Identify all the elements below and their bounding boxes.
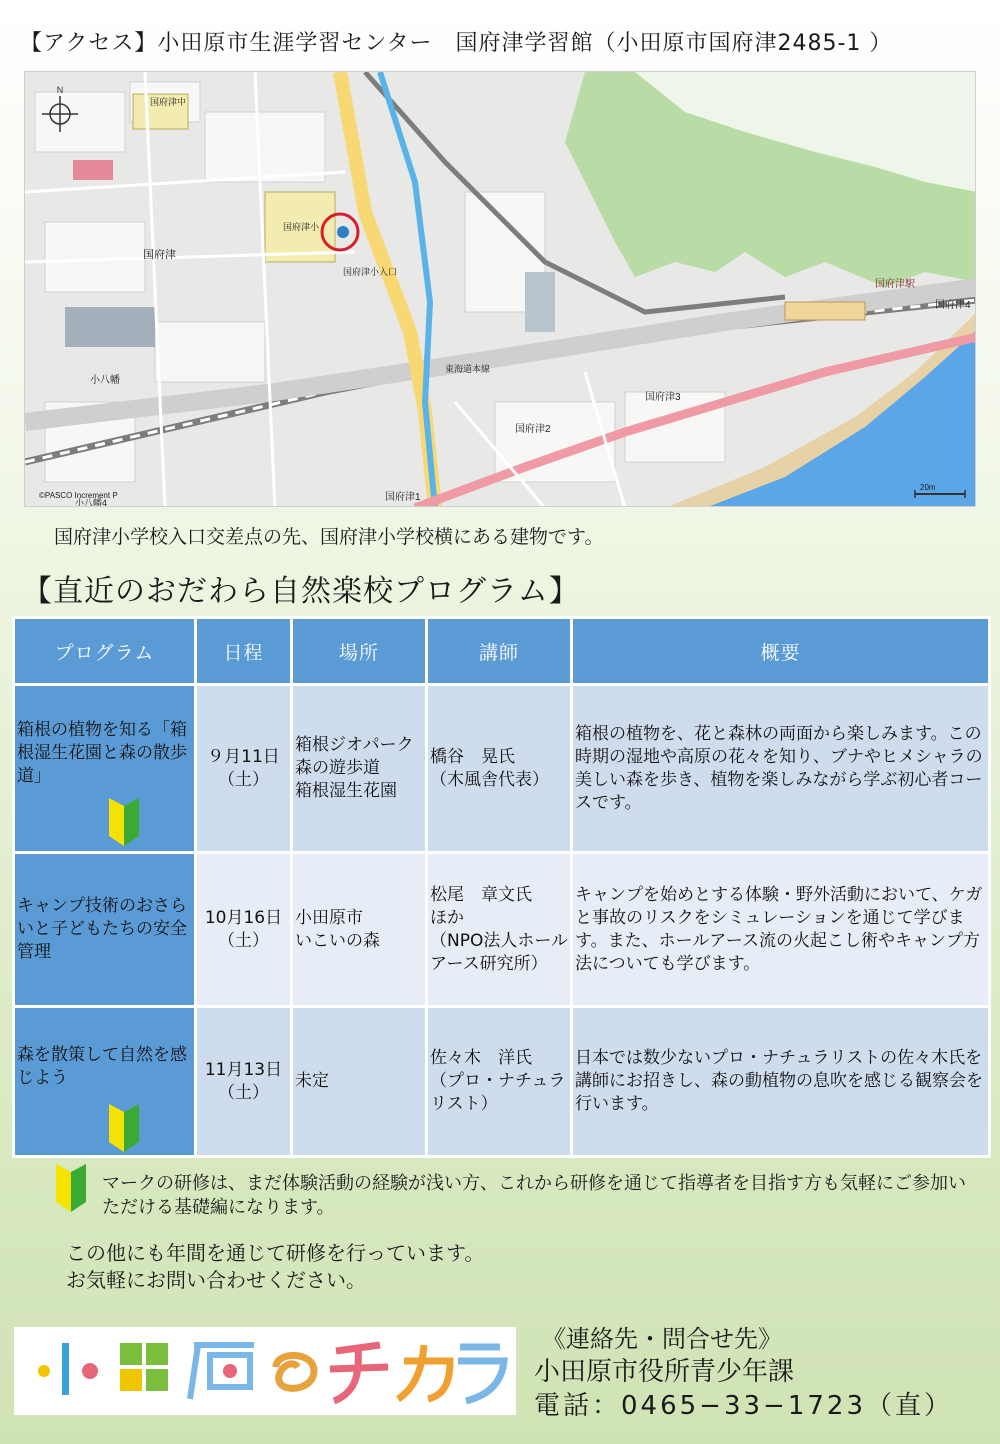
program-name-cell [14,853,196,1007]
map-caption: 国府津小学校入口交差点の先、国府津小学校横にある建物です。 [54,526,604,548]
program-section-title: 【直近のおだわら自然楽校プログラム】 [22,574,580,609]
contact-heading: 《連絡先・問合せ先》 [542,1325,782,1353]
map-label-kozu-elem: 国府津小 [283,222,320,232]
other-info-line1: この他にも年間を通じて研修を行っています。 [66,1241,485,1265]
table-row [14,853,990,1007]
table-row [14,1007,990,1157]
map-label-kozu: 国府津 [143,249,176,261]
map-label-kozu-4: 国府津4 [935,300,971,311]
program-date: ９月11日 （土） [196,685,292,853]
map-label-kozu-station: 国府津駅 [875,279,915,290]
program-name-cell [14,1007,196,1157]
header-summary: 概要 [572,618,990,685]
contact-office: 小田原市役所青少年課 [534,1357,795,1387]
program-name: キャンプ技術のおさらいと子どもたちの安全管理 [17,896,187,962]
contact-tel: 電話：0465−33−1723（直） [534,1391,953,1421]
map-label-kozu-jhs: 国府津中 [150,97,187,107]
program-summary: 日本では数少ないプロ・ナチュラリストの佐々木氏を講師にお招きし、森の動植物の息吹を感じる観察会を行います。 [572,1007,990,1157]
program-date: 10月16日 （土） [196,853,292,1007]
program-summary: キャンプを始めとする体験・野外活動において、ケガと事故のリスクをシミュレーションを通じて学びます。また、ホールアース流の火起こし術やキャンプ方法についても学びます。 [572,853,990,1007]
contact-block [534,1323,953,1423]
other-info-line2: お気軽にお問い合わせください。 [66,1268,366,1292]
header-program: プログラム [14,618,196,685]
map-label-copyright: ©PASCO Increment P [39,491,118,500]
program-place: 箱根ジオパーク 森の遊歩道 箱根湿生花園 [292,685,427,853]
access-title: 【アクセス】小田原市生涯学習センター 国府津学習館（小田原市国府津2485-1 ） [20,31,893,56]
header-place: 場所 [292,618,427,685]
map-label-kozu-3: 国府津3 [645,392,681,403]
beginner-note-text: マークの研修は、まだ体験活動の経験が浅い方、これから研修を通じて指導者を目指す方も気軽にご参加いただける基礎編になります。 [102,1173,966,1218]
program-lecturer: 松尾 章文氏 ほか （NPO法人ホールアース研究所） [427,853,572,1007]
program-place: 未定 [292,1007,427,1157]
program-lecturer: 橋谷 晃氏 （木風舎代表） [427,685,572,853]
map-label-kohachiman: 小八幡 [90,375,120,386]
program-name-cell [14,685,196,853]
map-label-elem-entrance: 国府津小入口 [343,267,398,277]
beginner-mark-icon [107,1102,141,1154]
program-summary: 箱根の植物を、花と森林の両面から楽しみます。この時期の湿地や高原の花々を知り、ブナやヒメシャラの美しい森を歩き、植物を楽しみながら学ぶ初心者コースです。 [572,685,990,853]
header-date: 日程 [196,618,292,685]
map-label-kozu-1: 国府津1 [385,492,421,503]
map-label-scale: 20m [920,483,936,492]
program-table [12,616,991,1158]
table-header-row [14,618,990,685]
beginner-mark-icon [107,796,141,848]
table-row [14,685,990,853]
svg-text:N: N [56,85,64,95]
other-info [66,1240,484,1294]
map-label-kozu-2: 国府津2 [515,424,551,435]
program-date: 11月13日 （土） [196,1007,292,1157]
access-map [24,71,976,507]
beginner-mark-icon [54,1162,88,1214]
map-label-kohachiman-4: 小八幡4 [75,498,108,507]
program-name: 箱根の植物を知る「箱根湿生花園と森の散歩道」 [17,720,187,786]
program-lecturer: 佐々木 洋氏 （プロ・ナチュラリスト） [427,1007,572,1157]
logo [14,1327,516,1415]
program-name: 森を散策して自然を感じよう [17,1044,187,1088]
header-lecturer: 講師 [427,618,572,685]
map-label-tokaido: 東海道本線 [445,364,491,374]
map-graphic [25,72,976,507]
odawara-no-chikara-logo [14,1327,516,1415]
program-place: 小田原市 いこいの森 [292,853,427,1007]
